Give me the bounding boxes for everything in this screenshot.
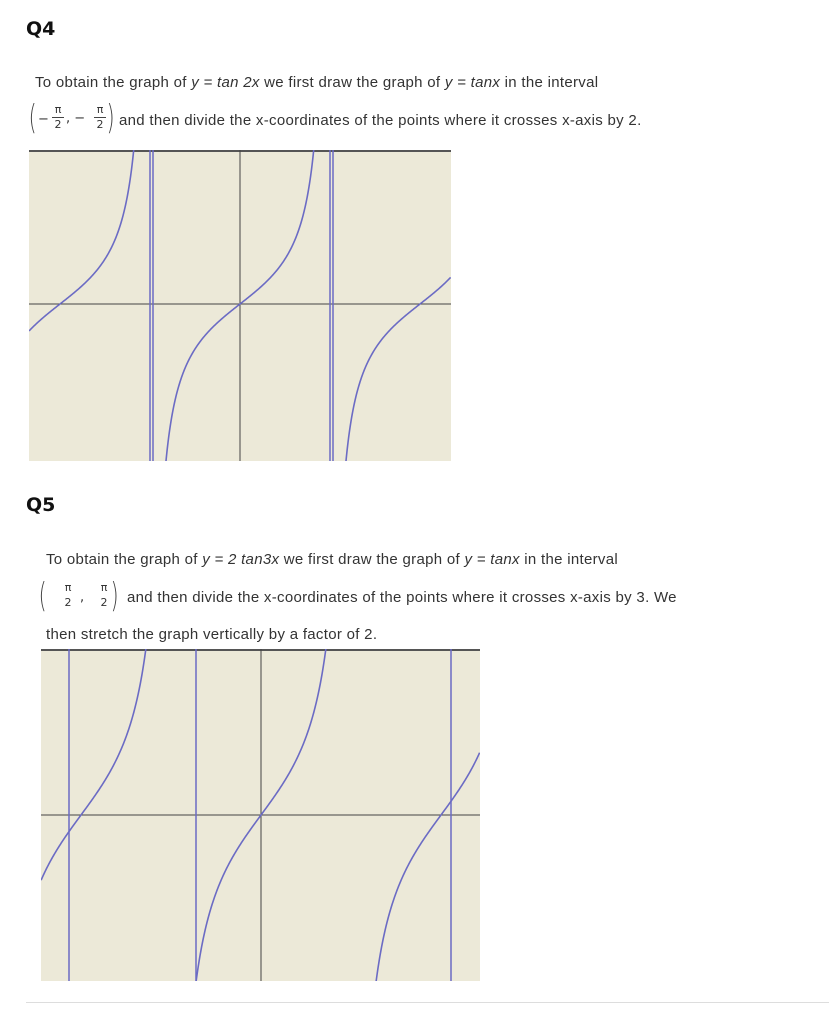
q4-frac2-num: π	[96, 103, 104, 116]
q5-frac1-num: π	[64, 581, 72, 594]
q5-heading: Q5	[26, 494, 56, 516]
q5-left-paren: (	[38, 576, 47, 616]
q4-fraction-1	[52, 104, 64, 130]
q5-frac2-num: π	[100, 581, 108, 594]
q5-graph	[41, 649, 480, 981]
q5-fraction-2	[98, 582, 110, 608]
q5-equation-1: y = 2 tan3x	[202, 551, 280, 568]
q4-graph-svg	[29, 150, 451, 461]
q5-separator: ,	[80, 590, 85, 605]
q5-frac2-den: 2	[100, 595, 108, 609]
q5-fraction-1	[62, 582, 74, 608]
q5-line1-post: in the interval	[519, 551, 618, 568]
q5-line1	[46, 551, 618, 568]
q5-frac1-den: 2	[64, 595, 72, 609]
q4-line2: and then divide the x-coordinates of the points where it crosses x-axis by 2.	[119, 112, 642, 129]
q5-graph-svg	[41, 649, 480, 981]
q4-minus-1: −	[38, 112, 49, 127]
q5-line1-mid: we first draw the graph of	[279, 551, 465, 568]
tan-branch-3	[346, 277, 451, 461]
q4-line1-mid: we first draw the graph of	[259, 74, 445, 91]
q4-fraction-2	[94, 104, 106, 130]
q5-right-paren: )	[110, 576, 119, 616]
q4-equation-1: y = tan 2x	[191, 74, 260, 91]
q5-line1-pre: To obtain the graph of	[46, 551, 203, 568]
q5-equation-2: y = tanx	[464, 551, 520, 568]
q4-frac2-den: 2	[96, 117, 104, 131]
q4-frac1-den: 2	[54, 117, 62, 131]
q4-left-paren: (	[28, 98, 37, 138]
q4-line1-pre: To obtain the graph of	[35, 74, 192, 91]
q4-right-paren: )	[106, 98, 115, 138]
q5-line2: and then divide the x-coordinates of the points where it crosses x-axis by 3. We	[127, 589, 677, 606]
footer-divider	[26, 1002, 829, 1003]
q4-graph	[29, 150, 451, 461]
q5-line3: then stretch the graph vertically by a factor of 2.	[46, 626, 378, 643]
q4-line1-post: in the interval	[500, 74, 599, 91]
q4-line1	[35, 74, 598, 91]
q4-frac1-num: π	[54, 103, 62, 116]
tan-branch-3	[376, 753, 480, 981]
q4-separator: , −	[66, 111, 86, 126]
q4-heading: Q4	[26, 18, 56, 40]
q4-equation-2: y = tanx	[444, 74, 501, 91]
tan-branch-1	[41, 649, 146, 880]
